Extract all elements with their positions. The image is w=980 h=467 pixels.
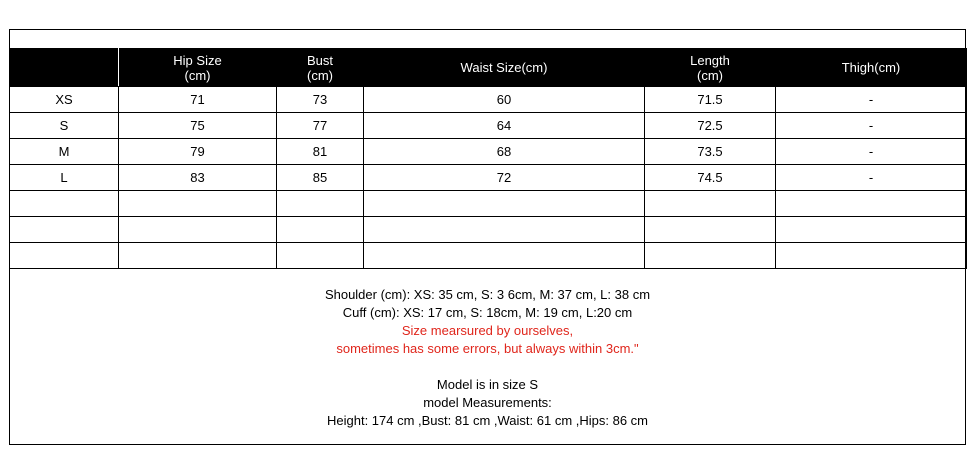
cell-size: S: [10, 113, 119, 139]
cell-hip: 83: [119, 165, 277, 191]
cell-size: XS: [10, 87, 119, 113]
cell-empty: [776, 191, 967, 217]
model-measurements: Height: 174 cm ,Bust: 81 cm ,Waist: 61 cm ,Hips: 86 cm: [326, 413, 648, 428]
cell-empty: [645, 217, 776, 243]
cuff-note: Cuff (cm): XS: 17 cm, S: 18cm, M: 19 cm, L:20 cm: [342, 305, 633, 320]
header-size: [10, 49, 119, 87]
table-row: [10, 113, 967, 139]
cell-empty: [277, 217, 364, 243]
cell-bust: 77: [277, 113, 364, 139]
cell-empty: [10, 191, 119, 217]
cell-hip: 79: [119, 139, 277, 165]
header-hip-size: [119, 49, 277, 87]
cell-size: L: [10, 165, 119, 191]
cell-bust: 73: [277, 87, 364, 113]
cell-empty: [364, 191, 645, 217]
cell-thigh: -: [776, 87, 967, 113]
cell-empty: [645, 243, 776, 269]
table-header-row: [10, 49, 967, 87]
cell-length: 72.5: [645, 113, 776, 139]
cell-thigh: -: [776, 165, 967, 191]
cell-empty: [776, 217, 967, 243]
size-table: [9, 48, 967, 269]
table-row: [10, 87, 967, 113]
cell-hip: 71: [119, 87, 277, 113]
header-waist-size: Waist Size(cm): [364, 49, 645, 87]
cell-waist: 72: [364, 165, 645, 191]
cell-length: 71.5: [645, 87, 776, 113]
header-thigh: Thigh(cm): [776, 49, 967, 87]
cell-thigh: -: [776, 139, 967, 165]
cell-empty: [364, 243, 645, 269]
cell-waist: 68: [364, 139, 645, 165]
shoulder-note: Shoulder (cm): XS: 35 cm, S: 3 6cm, M: 37 cm, L: 38 cm: [324, 287, 651, 302]
cell-bust: 81: [277, 139, 364, 165]
cell-empty: [277, 243, 364, 269]
cell-empty: [277, 191, 364, 217]
cell-waist: 64: [364, 113, 645, 139]
table-row-empty: [10, 217, 967, 243]
measurement-notes: [9, 286, 966, 430]
model-size-note: Model is in size S: [436, 377, 539, 392]
cell-empty: [119, 243, 277, 269]
cell-waist: 60: [364, 87, 645, 113]
cell-thigh: -: [776, 113, 967, 139]
model-measurements-label: model Measurements:: [423, 395, 552, 410]
cell-bust: 85: [277, 165, 364, 191]
disclaimer-line-1: Size mearsured by ourselves,: [401, 323, 574, 338]
header-hip-size-label: Hip Size (cm): [173, 52, 222, 83]
cell-length: 74.5: [645, 165, 776, 191]
table-row: [10, 165, 967, 191]
header-bust-label: Bust (cm): [306, 52, 333, 83]
header-length-label: Length (cm): [690, 52, 730, 83]
notes-spacer: [9, 358, 966, 376]
disclaimer-line-2: sometimes has some errors, but always within 3cm.": [336, 341, 639, 356]
cell-empty: [10, 217, 119, 243]
cell-size: M: [10, 139, 119, 165]
header-bust: [277, 49, 364, 87]
header-length: [645, 49, 776, 87]
table-row-empty: [10, 191, 967, 217]
cell-empty: [119, 191, 277, 217]
table-row-empty: [10, 243, 967, 269]
table-row: [10, 139, 967, 165]
cell-empty: [10, 243, 119, 269]
cell-empty: [776, 243, 967, 269]
cell-empty: [645, 191, 776, 217]
cell-empty: [364, 217, 645, 243]
cell-hip: 75: [119, 113, 277, 139]
cell-length: 73.5: [645, 139, 776, 165]
cell-empty: [119, 217, 277, 243]
